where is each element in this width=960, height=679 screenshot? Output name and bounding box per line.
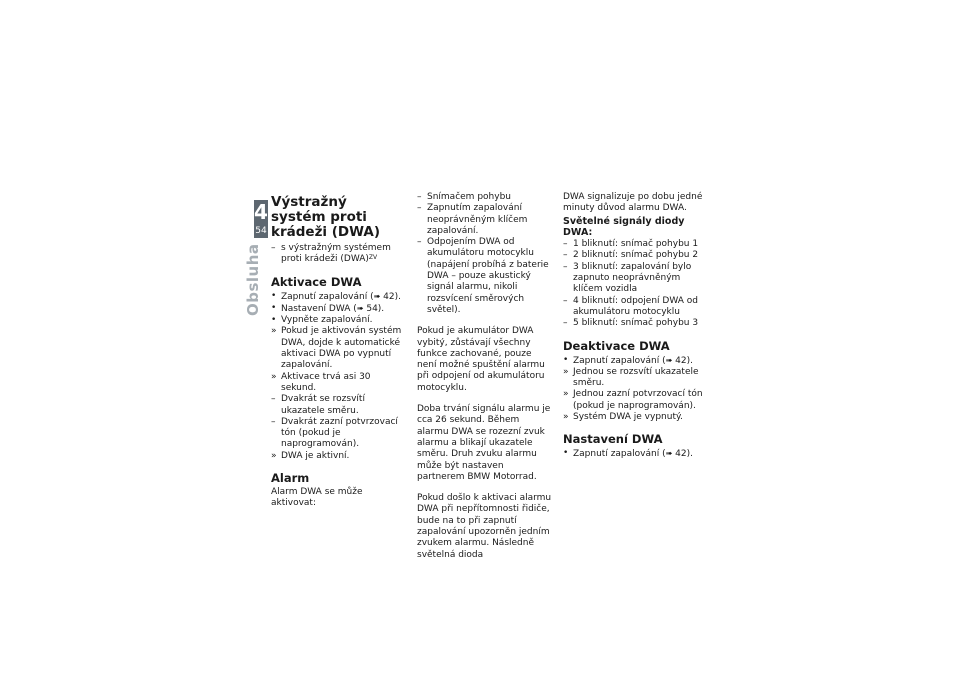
- activation-list: [271, 291, 406, 462]
- list-marker: –: [417, 192, 422, 202]
- heading-alarm: Alarm: [271, 471, 310, 486]
- list-text: Zapnutí zapalování (: [573, 355, 666, 366]
- list-item: [271, 291, 406, 303]
- column-2: [417, 192, 552, 571]
- list-item: [563, 355, 703, 367]
- page-reference-arrow-icon: ➠: [356, 303, 364, 313]
- signal-list: [563, 239, 703, 329]
- paragraph-continued: DWA signalizuje po dobu jedné minuty důvod alarmu DWA.: [563, 192, 703, 214]
- list-text: Zapnutím zapalování neoprávněným klíčem zapalování.: [427, 203, 528, 236]
- list-marker: –: [271, 243, 276, 253]
- list-text: Jednou se rozsvítí ukazatele směru.: [573, 366, 699, 389]
- deactivation-list: [563, 355, 703, 424]
- list-text: Systém DWA je vypnutý.: [573, 412, 683, 423]
- list-item: [417, 192, 552, 203]
- list-item: [271, 303, 406, 315]
- list-marker: »: [563, 412, 569, 423]
- list-text: Nastavení DWA (: [281, 303, 357, 314]
- list-item: [417, 203, 552, 237]
- list-item: [271, 315, 406, 326]
- option-superscript: ZV: [368, 254, 378, 262]
- list-text: 4 bliknutí: odpojení DWA od akumulátoru motocyklu: [573, 295, 698, 317]
- paragraph-battery: Pokud je akumulátor DWA vybitý, zůstávají všechny funkce zachované, pouze není možné spuštění alarmu při odpojení od akumulátoru motocyklu.: [417, 326, 545, 393]
- list-marker: –: [563, 250, 568, 261]
- list-marker: –: [563, 239, 568, 250]
- list-marker: »: [271, 450, 277, 461]
- list-text: 1 bliknutí: snímač pohybu 1: [573, 239, 699, 250]
- list-text: Dvakrát se rozsvítí ukazatele směru.: [281, 394, 365, 416]
- list-text: Vypněte zapalování.: [281, 315, 373, 326]
- list-item: [271, 326, 406, 371]
- list-marker: •: [271, 315, 277, 326]
- list-marker: –: [271, 394, 276, 405]
- section-label: Obsluha: [244, 243, 262, 316]
- list-marker: »: [271, 371, 277, 382]
- list-item: [271, 417, 406, 451]
- list-text: Zapnutí zapalování (: [573, 449, 666, 460]
- list-marker: –: [563, 318, 568, 329]
- list-item: [563, 367, 703, 390]
- page-reference-arrow-icon: ➠: [373, 291, 381, 301]
- list-text: 3 bliknutí: zapalování bylo zapnuto neoprávněným klíčem vozidla: [573, 261, 692, 295]
- list-marker: »: [563, 366, 569, 377]
- heading-deactivation: Deaktivace DWA: [563, 338, 670, 353]
- heading-settings: Nastavení DWA: [563, 432, 663, 447]
- column-1: [271, 192, 406, 520]
- page-reference: 42).: [672, 355, 693, 366]
- page-reference: 42).: [672, 449, 693, 460]
- intro-list: [271, 243, 406, 266]
- list-text: Aktivace trvá asi 30 sekund.: [281, 371, 371, 393]
- list-marker: –: [417, 203, 422, 214]
- list-text: 2 bliknutí: snímač pohybu 2: [573, 250, 699, 261]
- trigger-list: [417, 192, 552, 316]
- paragraph-absent: Pokud došlo k aktivaci alarmu DWA při nepřítomnosti řidiče, bude na to při zapnutí zapalování upozorněn jedním zvukem alarmu. Následně světelná dioda: [417, 493, 552, 560]
- page-reference: 54).: [363, 303, 385, 314]
- list-marker: •: [563, 448, 569, 459]
- list-text: 5 bliknutí: snímač pohybu 3: [573, 318, 699, 329]
- list-item: [563, 389, 703, 412]
- list-marker: •: [271, 302, 277, 313]
- settings-list: [563, 448, 703, 460]
- list-item: [563, 448, 703, 460]
- page-reference-arrow-icon: ➠: [665, 355, 673, 365]
- list-marker: –: [271, 416, 276, 427]
- list-marker: –: [417, 237, 422, 248]
- list-item: [563, 412, 703, 423]
- list-text: Odpojením DWA od akumulátoru motocyklu (napájení probíhá z baterie DWA – pouze akustický signál alarmu, nikoli rozsvícení směrových světel).: [427, 237, 549, 315]
- list-item: [563, 318, 703, 329]
- heading-activation: Aktivace DWA: [271, 274, 362, 289]
- page-number: 54: [255, 226, 267, 236]
- list-text: DWA je aktivní.: [281, 450, 350, 461]
- list-text: Snímačem pohybu: [427, 192, 511, 202]
- list-item: [563, 250, 703, 261]
- list-text: Jednou zazní potvrzovací tón (pokud je naprogramován).: [573, 389, 703, 411]
- list-text: s výstražným systémem proti krádeži (DWA): [281, 243, 391, 265]
- column-3: [563, 192, 703, 461]
- list-text: Pokud je aktivován systém DWA, dojde k automatické aktivaci DWA po vypnutí zapalování.: [281, 326, 402, 371]
- list-item: [271, 451, 406, 462]
- list-marker: »: [563, 389, 569, 400]
- paragraph-duration: Doba trvání signálu alarmu je cca 26 sekund. Během alarmu DWA se rozezní zvuk alarmu a blikají ukazatele směru. Druh zvuku alarmu může být nastaven partnerem BMW Motorrad.: [417, 404, 551, 482]
- list-item: [417, 237, 552, 316]
- list-item: [563, 296, 703, 319]
- list-item: [563, 262, 703, 296]
- page-reference: 42).: [380, 291, 401, 302]
- list-marker: »: [271, 326, 277, 337]
- list-marker: •: [563, 354, 569, 365]
- list-text: Dvakrát zazní potvrzovací tón (pokud je naprogramován).: [281, 416, 398, 450]
- heading-led-signals: Světelné signály diody DWA:: [563, 215, 685, 238]
- list-marker: –: [563, 261, 568, 272]
- list-item: [271, 394, 406, 417]
- list-item: [271, 372, 406, 395]
- chapter-number: 4: [254, 200, 268, 224]
- alarm-intro: Alarm DWA se může aktivovat:: [271, 487, 363, 509]
- list-marker: –: [563, 295, 568, 306]
- list-item: [271, 243, 406, 266]
- list-item: [563, 239, 703, 250]
- page-reference-arrow-icon: ➠: [665, 449, 673, 459]
- page-title: Výstražný systém proti krádeži (DWA): [271, 194, 381, 240]
- list-marker: •: [271, 290, 277, 301]
- list-text: Zapnutí zapalování (: [281, 291, 374, 302]
